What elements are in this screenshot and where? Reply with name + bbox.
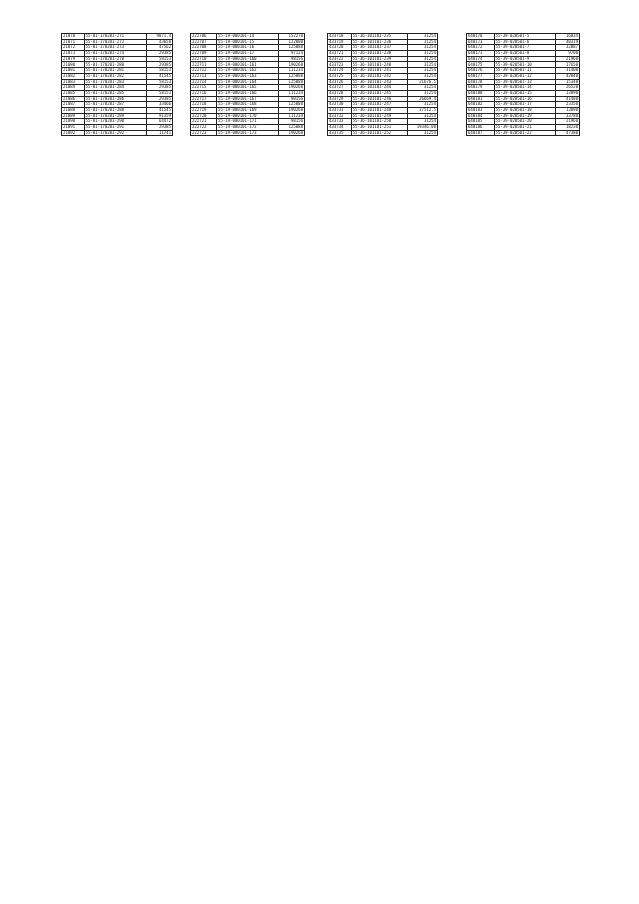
row-number-cell: 222710	[191, 56, 217, 62]
data-table-2	[190, 33, 305, 136]
row-number-cell: 640186	[467, 125, 495, 131]
code-cell: 55-36-101101-235	[351, 34, 407, 40]
row-number-cell: 640173	[467, 51, 495, 57]
code-cell: 55-39-020501-19	[494, 113, 556, 119]
table-body	[467, 34, 580, 136]
row-number-cell: 640172	[467, 45, 495, 51]
code-cell: 55-19-080101-173	[217, 130, 279, 136]
code-cell: 55-19-080101-172	[217, 125, 279, 131]
row-number-cell: 640179	[467, 85, 495, 91]
value-cell: 19346.08	[407, 125, 437, 131]
code-cell: 55-39-020501-6	[494, 39, 556, 45]
row-number-cell: 21071	[62, 39, 85, 45]
value-cell: 111234	[278, 113, 304, 119]
row-number-cell: 222714	[191, 79, 217, 85]
code-cell: 55-39-020501-5	[494, 34, 556, 40]
row-number-cell: 640178	[467, 79, 495, 85]
value-cell: 111234	[278, 90, 304, 96]
code-cell: 55-36-101101-249	[351, 113, 407, 119]
row-number-cell: 21089	[62, 113, 85, 119]
value-cell: 15348	[556, 79, 580, 85]
value-cell: 9871.4	[146, 34, 172, 40]
value-cell: 190268	[278, 62, 304, 68]
value-cell: 98156	[278, 56, 304, 62]
code-cell: 55-36-101101-243	[351, 79, 407, 85]
value-cell: 29385	[146, 96, 172, 102]
row-number-cell: 222719	[191, 107, 217, 113]
value-cell: 31254	[407, 85, 437, 91]
code-cell: 55-39-020501-8	[494, 51, 556, 57]
code-cell: 55-39-020501-16	[494, 96, 556, 102]
code-cell: 55-01-170201-281	[84, 68, 146, 74]
code-cell: 55-36-101101-241	[351, 68, 407, 74]
code-cell: 55-36-101101-247	[351, 102, 407, 108]
code-cell: 55-01-170201-282	[84, 73, 146, 79]
value-cell: 47380	[556, 130, 580, 136]
code-cell: 55-36-101101-244	[351, 85, 407, 91]
code-cell: 55-01-170201-289	[84, 113, 146, 119]
value-cell: 31254	[407, 45, 437, 51]
row-number-cell: 21083	[62, 79, 85, 85]
code-cell: 55-36-101101-245	[351, 90, 407, 96]
table-body	[191, 34, 305, 136]
code-cell: 55-01-170201-274	[84, 51, 146, 57]
value-cell: 122000	[278, 39, 304, 45]
code-cell: 55-01-170201-286	[84, 96, 146, 102]
code-cell: 55-39-020501-7	[494, 45, 556, 51]
data-table-4	[466, 33, 580, 136]
code-cell: 55-19-080101-15	[217, 39, 279, 45]
value-cell: 41545	[146, 107, 172, 113]
value-cell: 91359	[146, 113, 172, 119]
value-cell: 43658	[146, 39, 172, 45]
code-cell: 55-01-170201-280	[84, 62, 146, 68]
value-cell: 111234	[278, 68, 304, 74]
code-cell: 55-39-020501-18	[494, 107, 556, 113]
value-cell: 64472	[146, 119, 172, 125]
row-number-cell: 433731	[328, 107, 352, 113]
value-cell: 29385	[146, 85, 172, 91]
value-cell: 29385	[146, 62, 172, 68]
row-number-cell: 21090	[62, 119, 85, 125]
row-number-cell: 21082	[62, 73, 85, 79]
code-cell: 55-39-020501-17	[494, 102, 556, 108]
value-cell: 98156	[278, 96, 304, 102]
row-number-cell: 21085	[62, 90, 85, 96]
value-cell: 13890	[556, 90, 580, 96]
code-cell: 55-19-080101-171	[217, 119, 279, 125]
value-cell: 152270	[278, 34, 304, 40]
row-number-cell: 21072	[62, 45, 85, 51]
code-cell: 55-39-020501-15	[494, 90, 556, 96]
value-cell: 29385	[146, 51, 172, 57]
table-row	[191, 130, 305, 136]
code-cell: 55-36-101101-248	[351, 107, 407, 113]
value-cell: 32087	[556, 45, 580, 51]
value-cell: 58153	[146, 68, 172, 74]
row-number-cell: 433720	[328, 45, 352, 51]
value-cell: 21676.5	[407, 79, 437, 85]
code-cell: 55-01-170201-288	[84, 107, 146, 113]
code-cell: 55-01-170201-287	[84, 102, 146, 108]
row-number-cell: 222717	[191, 96, 217, 102]
code-cell: 55-19-080101-166	[217, 90, 279, 96]
row-number-cell: 21084	[62, 85, 85, 91]
row-number-cell: 433735	[328, 130, 352, 136]
value-cell: 58153	[146, 56, 172, 62]
code-cell: 55-01-170201-272	[84, 39, 146, 45]
row-number-cell: 222711	[191, 62, 217, 68]
row-number-cell: 640183	[467, 107, 495, 113]
value-cell: 125088	[278, 73, 304, 79]
value-cell: 190268	[278, 85, 304, 91]
value-cell: 98156	[278, 119, 304, 125]
code-cell: 55-01-170201-284	[84, 85, 146, 91]
row-number-cell: 222706	[191, 34, 217, 40]
row-number-cell: 222708	[191, 45, 217, 51]
code-cell: 55-19-080101-165	[217, 85, 279, 91]
value-cell: 31254	[407, 68, 437, 74]
row-number-cell: 640175	[467, 62, 495, 68]
value-cell: 125088	[278, 102, 304, 108]
row-number-cell: 433719	[328, 39, 352, 45]
value-cell: 13890	[556, 107, 580, 113]
code-cell: 55-01-170201-271	[84, 34, 146, 40]
row-number-cell: 21079	[62, 56, 85, 62]
row-number-cell: 433733	[328, 119, 352, 125]
table-row	[62, 130, 173, 136]
value-cell: 26669.4	[407, 96, 437, 102]
value-cell: 31254	[407, 51, 437, 57]
value-cell: 125088	[278, 125, 304, 131]
code-cell: 55-39-020501-14	[494, 85, 556, 91]
value-cell: 33780	[556, 113, 580, 119]
row-number-cell: 640180	[467, 90, 495, 96]
code-cell: 55-39-020501-20	[494, 119, 556, 125]
row-number-cell: 433732	[328, 113, 352, 119]
value-cell: 41545	[146, 73, 172, 79]
row-number-cell: 222718	[191, 102, 217, 108]
code-cell: 55-01-170201-283	[84, 79, 146, 85]
row-number-cell: 21070	[62, 34, 85, 40]
code-cell: 55-19-080101-16	[217, 45, 279, 51]
value-cell: 21960	[556, 119, 580, 125]
row-number-cell: 640182	[467, 102, 495, 108]
code-cell: 55-19-080101-14	[217, 34, 279, 40]
row-number-cell: 21087	[62, 102, 85, 108]
value-cell: 23350	[556, 102, 580, 108]
data-table-3	[327, 33, 438, 136]
value-cell: 97124	[278, 51, 304, 57]
value-cell: 31400	[556, 68, 580, 74]
value-cell: 31254	[407, 39, 437, 45]
code-cell: 55-19-080101-169	[217, 107, 279, 113]
code-cell: 55-01-170201-290	[84, 119, 146, 125]
value-cell: 31254	[407, 34, 437, 40]
code-cell: 55-36-101101-252	[351, 130, 407, 136]
code-cell: 55-39-020501-9	[494, 56, 556, 62]
value-cell: 33466	[146, 102, 172, 108]
row-number-cell: 222723	[191, 130, 217, 136]
row-number-cell: 21086	[62, 96, 85, 102]
code-cell: 55-19-080101-168	[217, 102, 279, 108]
code-cell: 55-01-170201-285	[84, 90, 146, 96]
row-number-cell: 433724	[328, 68, 352, 74]
code-cell: 55-39-020501-12	[494, 73, 556, 79]
code-cell: 55-19-080101-162	[217, 68, 279, 74]
code-cell: 55-36-101101-242	[351, 73, 407, 79]
code-cell: 55-19-080101-164	[217, 79, 279, 85]
code-cell: 55-36-101101-239	[351, 56, 407, 62]
value-cell: 31254	[407, 62, 437, 68]
code-cell: 55-36-101101-240	[351, 62, 407, 68]
row-number-cell: 640181	[467, 96, 495, 102]
table-row	[328, 130, 438, 136]
table-body	[328, 34, 438, 136]
row-number-cell: 433729	[328, 96, 352, 102]
code-cell: 55-36-101101-237	[351, 45, 407, 51]
row-number-cell: 433725	[328, 73, 352, 79]
code-cell: 55-39-020501-21	[494, 125, 556, 131]
value-cell: 9700	[556, 51, 580, 57]
row-number-cell: 222712	[191, 68, 217, 74]
code-cell: 55-19-080101-161	[217, 62, 279, 68]
value-cell: 190268	[278, 107, 304, 113]
value-cell: 41480	[556, 96, 580, 102]
row-number-cell: 433721	[328, 51, 352, 57]
table-row	[467, 130, 580, 136]
value-cell: 11741	[146, 130, 172, 136]
code-cell: 55-19-080101-163	[217, 73, 279, 79]
value-cell: 47562	[146, 45, 172, 51]
code-cell: 55-36-101101-236	[351, 39, 407, 45]
value-cell: 58153	[146, 90, 172, 96]
value-cell: 125088	[278, 79, 304, 85]
row-number-cell: 21088	[62, 107, 85, 113]
row-number-cell: 433727	[328, 85, 352, 91]
row-number-cell: 433723	[328, 62, 352, 68]
row-number-cell: 640177	[467, 73, 495, 79]
code-cell: 55-19-080101-160	[217, 56, 279, 62]
row-number-cell: 433730	[328, 102, 352, 108]
code-cell: 55-19-080101-167	[217, 96, 279, 102]
code-cell: 55-39-020501-22	[494, 130, 556, 136]
row-number-cell: 433726	[328, 79, 352, 85]
code-cell: 55-01-170201-291	[84, 125, 146, 131]
code-cell: 55-36-101101-251	[351, 125, 407, 131]
value-cell: 37512.5	[407, 107, 437, 113]
value-cell: 40319	[556, 39, 580, 45]
value-cell: 31254	[407, 73, 437, 79]
value-cell: 31254	[407, 119, 437, 125]
code-cell: 55-01-170201-292	[84, 130, 146, 136]
row-number-cell: 21080	[62, 62, 85, 68]
row-number-cell: 640170	[467, 34, 495, 40]
row-number-cell: 222720	[191, 113, 217, 119]
code-cell: 55-39-020501-11	[494, 68, 556, 74]
row-number-cell: 222716	[191, 90, 217, 96]
value-cell: 16834	[556, 34, 580, 40]
row-number-cell: 222722	[191, 125, 217, 131]
row-number-cell: 21092	[62, 130, 85, 136]
value-cell: 31254	[407, 56, 437, 62]
value-cell: 125088	[278, 45, 304, 51]
value-cell: 18230	[556, 125, 580, 131]
value-cell: 31254	[407, 113, 437, 119]
table-body	[62, 34, 173, 136]
code-cell: 55-36-101101-238	[351, 51, 407, 57]
row-number-cell: 433734	[328, 125, 352, 131]
row-number-cell: 433722	[328, 56, 352, 62]
value-cell: 58153	[146, 79, 172, 85]
value-cell: 31254	[407, 90, 437, 96]
row-number-cell: 222707	[191, 39, 217, 45]
row-number-cell: 640174	[467, 56, 495, 62]
value-cell: 17650	[556, 62, 580, 68]
value-cell: 42040	[556, 73, 580, 79]
row-number-cell: 433728	[328, 90, 352, 96]
code-cell: 55-01-170201-273	[84, 45, 146, 51]
data-table-1	[61, 33, 173, 136]
value-cell: 21960	[556, 56, 580, 62]
row-number-cell: 640187	[467, 130, 495, 136]
value-cell: 190268	[278, 130, 304, 136]
value-cell: 31254	[407, 130, 437, 136]
row-number-cell: 222709	[191, 51, 217, 57]
code-cell: 55-39-020501-10	[494, 62, 556, 68]
row-number-cell: 21091	[62, 125, 85, 131]
code-cell: 55-19-080101-17	[217, 51, 279, 57]
code-cell: 55-01-170201-278	[84, 56, 146, 62]
code-cell: 55-36-101101-250	[351, 119, 407, 125]
row-number-cell: 222713	[191, 73, 217, 79]
row-number-cell: 222721	[191, 119, 217, 125]
row-number-cell: 222715	[191, 85, 217, 91]
code-cell: 55-36-101101-246	[351, 96, 407, 102]
row-number-cell: 640185	[467, 119, 495, 125]
row-number-cell: 640171	[467, 39, 495, 45]
value-cell: 29385	[146, 125, 172, 131]
row-number-cell: 640184	[467, 113, 495, 119]
row-number-cell: 433718	[328, 34, 352, 40]
value-cell: 26520	[556, 85, 580, 91]
row-number-cell: 21073	[62, 51, 85, 57]
value-cell: 31254	[407, 102, 437, 108]
code-cell: 55-39-020501-13	[494, 79, 556, 85]
row-number-cell: 640176	[467, 68, 495, 74]
code-cell: 55-19-080101-170	[217, 113, 279, 119]
row-number-cell: 21081	[62, 68, 85, 74]
